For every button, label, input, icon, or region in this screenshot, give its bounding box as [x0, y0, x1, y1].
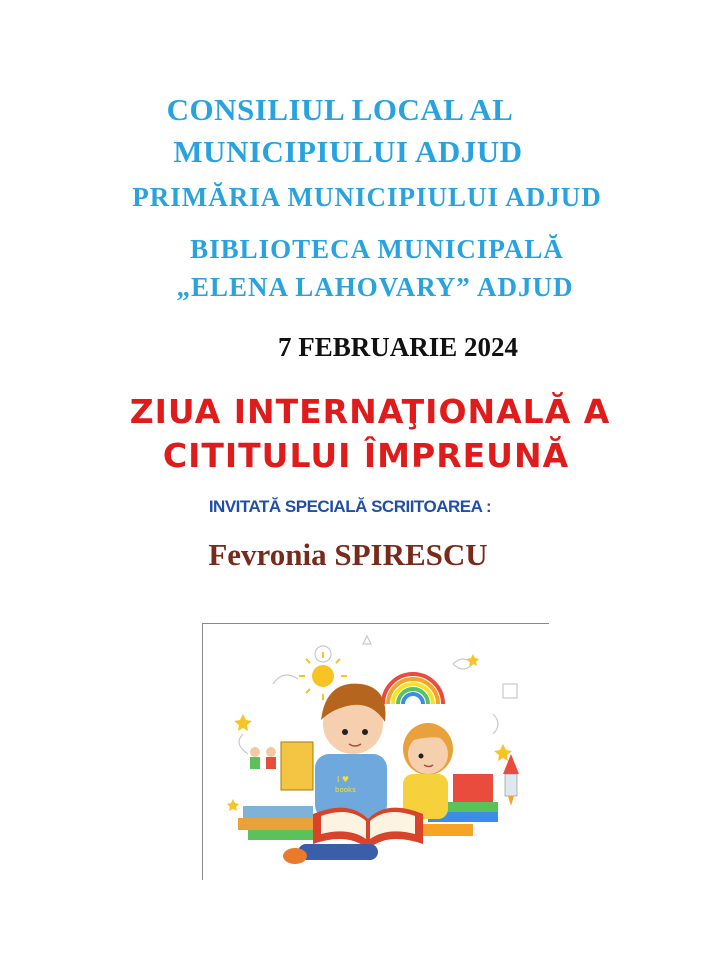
guest-label: INVITATĂ SPECIALĂ SCRIITOAREA : — [208, 497, 492, 516]
rainbow-icon — [383, 674, 443, 704]
books-stack-left — [238, 742, 318, 840]
city-hall-title: PRIMĂRIA MUNICIPIULUI ADJUD — [132, 182, 602, 212]
children-reading-illustration — [202, 623, 549, 880]
boy-figure — [315, 684, 387, 819]
girl-figure — [403, 723, 453, 819]
library-title-line2: „ELENA LAHOVARY” ADJUD — [176, 272, 574, 302]
children-reading-icon — [203, 624, 549, 880]
council-title-line1: CONSILIUL LOCAL AL — [166, 92, 514, 127]
event-title-line1: ZIUA INTERNAŢIONALĂ A — [129, 392, 611, 431]
rocket-icon — [503, 754, 519, 806]
svg-text:I ♥: I ♥ — [337, 775, 350, 784]
doodle-kids-icon — [250, 747, 276, 769]
guest-name: Fevronia SPIRESCU — [208, 537, 488, 572]
event-date: 7 FEBRUARIE 2024 — [277, 332, 519, 362]
legs — [283, 844, 378, 864]
svg-text:books: books — [335, 786, 356, 794]
event-title-line2: CITITULUI ÎMPREUNĂ — [162, 436, 570, 475]
council-title-line2: MUNICIPIULUI ADJUD — [173, 134, 523, 169]
library-title-line1: BIBLIOTECA MUNICIPALĂ — [190, 234, 564, 264]
